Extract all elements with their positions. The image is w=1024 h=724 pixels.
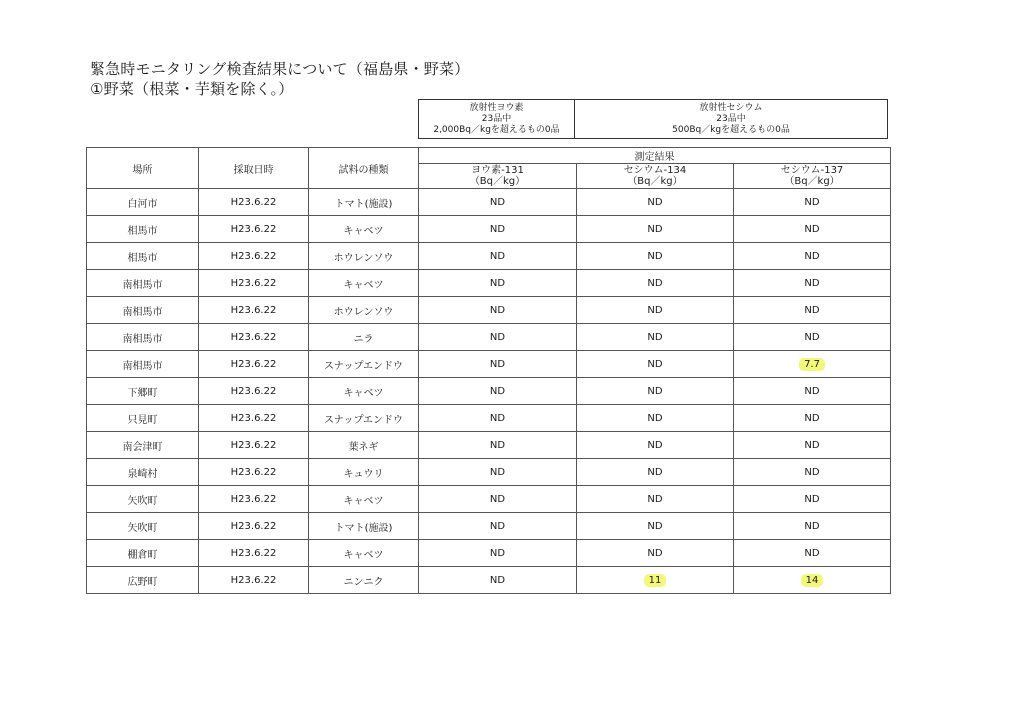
cell-sample: キャベツ bbox=[309, 378, 419, 405]
cell-sample: キュウリ bbox=[309, 459, 419, 486]
cell-place: 白河市 bbox=[87, 189, 199, 216]
cell-i131: ND bbox=[419, 540, 577, 567]
cell-i131: ND bbox=[419, 405, 577, 432]
cell-date: H23.6.22 bbox=[199, 540, 309, 567]
cell-cs137: ND bbox=[734, 459, 891, 486]
header-results: 測定結果 bbox=[419, 148, 891, 164]
cell-cs134: ND bbox=[577, 459, 734, 486]
table-row bbox=[87, 297, 891, 324]
table-row bbox=[87, 405, 891, 432]
cell-cs137: ND bbox=[734, 189, 891, 216]
cell-cs134: ND bbox=[577, 351, 734, 378]
summary-iodine-label: 放射性ヨウ素 bbox=[469, 102, 524, 113]
cell-sample: 葉ネギ bbox=[309, 432, 419, 459]
cell-cs137 bbox=[734, 351, 891, 378]
cell-cs134: ND bbox=[577, 270, 734, 297]
header-i131 bbox=[419, 164, 577, 189]
cell-cs137: ND bbox=[734, 216, 891, 243]
cell-i131: ND bbox=[419, 297, 577, 324]
cell-cs137 bbox=[734, 567, 891, 594]
summary-iodine-result: 2,000Bq／kgを超えるもの0品 bbox=[433, 124, 560, 135]
results-body bbox=[87, 189, 891, 594]
summary-cesium-result: 500Bq／kgを超えるもの0品 bbox=[672, 124, 790, 135]
table-row bbox=[87, 189, 891, 216]
cell-date: H23.6.22 bbox=[199, 513, 309, 540]
cell-i131: ND bbox=[419, 216, 577, 243]
cell-i131: ND bbox=[419, 351, 577, 378]
header-date: 採取日時 bbox=[199, 148, 309, 189]
header-place: 場所 bbox=[87, 148, 199, 189]
page-title: 緊急時モニタリング検査結果について（福島県・野菜） bbox=[90, 60, 470, 78]
cell-i131: ND bbox=[419, 486, 577, 513]
header-cs137-name: セシウム-137 bbox=[780, 165, 844, 176]
cell-place: 相馬市 bbox=[87, 243, 199, 270]
cell-date: H23.6.22 bbox=[199, 432, 309, 459]
cell-date: H23.6.22 bbox=[199, 567, 309, 594]
cell-place: 泉崎村 bbox=[87, 459, 199, 486]
summary-cesium bbox=[575, 100, 887, 138]
header-cs134-name: セシウム-134 bbox=[623, 165, 687, 176]
cell-i131: ND bbox=[419, 270, 577, 297]
header-sample: 試料の種類 bbox=[309, 148, 419, 189]
cell-sample: スナップエンドウ bbox=[309, 351, 419, 378]
cell-sample: キャベツ bbox=[309, 270, 419, 297]
cell-date: H23.6.22 bbox=[199, 459, 309, 486]
highlighted-value: 11 bbox=[644, 574, 667, 587]
cell-cs134: ND bbox=[577, 540, 734, 567]
cell-i131: ND bbox=[419, 459, 577, 486]
header-cs137 bbox=[734, 164, 891, 189]
cell-place: 下郷町 bbox=[87, 378, 199, 405]
cell-cs134 bbox=[577, 567, 734, 594]
table-row bbox=[87, 216, 891, 243]
cell-cs134: ND bbox=[577, 432, 734, 459]
cell-date: H23.6.22 bbox=[199, 297, 309, 324]
table-row bbox=[87, 270, 891, 297]
table-row bbox=[87, 378, 891, 405]
cell-date: H23.6.22 bbox=[199, 324, 309, 351]
cell-place: 只見町 bbox=[87, 405, 199, 432]
summary-iodine bbox=[419, 100, 575, 138]
cell-date: H23.6.22 bbox=[199, 378, 309, 405]
table-row bbox=[87, 324, 891, 351]
cell-date: H23.6.22 bbox=[199, 189, 309, 216]
table-row bbox=[87, 540, 891, 567]
cell-date: H23.6.22 bbox=[199, 270, 309, 297]
cell-date: H23.6.22 bbox=[199, 351, 309, 378]
cell-place: 広野町 bbox=[87, 567, 199, 594]
table-row bbox=[87, 486, 891, 513]
cell-cs137: ND bbox=[734, 270, 891, 297]
cell-cs137: ND bbox=[734, 405, 891, 432]
table-row bbox=[87, 513, 891, 540]
cell-place: 南相馬市 bbox=[87, 351, 199, 378]
cell-i131: ND bbox=[419, 513, 577, 540]
table-row bbox=[87, 351, 891, 378]
cell-cs134: ND bbox=[577, 243, 734, 270]
cell-sample: トマト(施設) bbox=[309, 513, 419, 540]
table-row bbox=[87, 567, 891, 594]
table-row bbox=[87, 459, 891, 486]
cell-sample: ホウレンソウ bbox=[309, 297, 419, 324]
cell-sample: キャベツ bbox=[309, 216, 419, 243]
page-subtitle: ①野菜（根菜・芋類を除く。） bbox=[90, 80, 294, 98]
cell-place: 南相馬市 bbox=[87, 324, 199, 351]
cell-cs137: ND bbox=[734, 513, 891, 540]
cell-cs134: ND bbox=[577, 513, 734, 540]
cell-place: 南相馬市 bbox=[87, 297, 199, 324]
cell-i131: ND bbox=[419, 567, 577, 594]
cell-sample: ホウレンソウ bbox=[309, 243, 419, 270]
cell-cs134: ND bbox=[577, 378, 734, 405]
summary-cesium-count: 23品中 bbox=[716, 113, 746, 124]
cell-sample: キャベツ bbox=[309, 486, 419, 513]
highlighted-value: 7.7 bbox=[799, 358, 825, 371]
results-table bbox=[86, 147, 891, 594]
cell-i131: ND bbox=[419, 378, 577, 405]
cell-sample: ニンニク bbox=[309, 567, 419, 594]
header-i131-name: ヨウ素-131 bbox=[471, 165, 524, 176]
cell-date: H23.6.22 bbox=[199, 486, 309, 513]
header-cs137-unit: （Bq／kg） bbox=[784, 176, 840, 187]
cell-place: 南会津町 bbox=[87, 432, 199, 459]
header-cs134-unit: （Bq／kg） bbox=[627, 176, 683, 187]
cell-cs134: ND bbox=[577, 324, 734, 351]
cell-sample: トマト(施設) bbox=[309, 189, 419, 216]
cell-i131: ND bbox=[419, 243, 577, 270]
cell-cs137: ND bbox=[734, 486, 891, 513]
cell-cs137: ND bbox=[734, 540, 891, 567]
summary-iodine-count: 23品中 bbox=[481, 113, 512, 124]
cell-cs137: ND bbox=[734, 324, 891, 351]
cell-date: H23.6.22 bbox=[199, 243, 309, 270]
cell-sample: スナップエンドウ bbox=[309, 405, 419, 432]
table-row bbox=[87, 432, 891, 459]
cell-cs137: ND bbox=[734, 432, 891, 459]
cell-cs134: ND bbox=[577, 216, 734, 243]
highlighted-value: 14 bbox=[801, 574, 824, 587]
cell-cs137: ND bbox=[734, 297, 891, 324]
cell-cs134: ND bbox=[577, 405, 734, 432]
cell-date: H23.6.22 bbox=[199, 405, 309, 432]
summary-box bbox=[418, 99, 888, 139]
cell-cs134: ND bbox=[577, 486, 734, 513]
header-i131-unit: （Bq／kg） bbox=[469, 176, 526, 187]
cell-place: 矢吹町 bbox=[87, 513, 199, 540]
cell-cs137: ND bbox=[734, 378, 891, 405]
cell-i131: ND bbox=[419, 189, 577, 216]
summary-cesium-label: 放射性セシウム bbox=[699, 102, 763, 113]
cell-i131: ND bbox=[419, 432, 577, 459]
cell-cs134: ND bbox=[577, 297, 734, 324]
header-cs134 bbox=[577, 164, 734, 189]
table-row bbox=[87, 243, 891, 270]
cell-cs137: ND bbox=[734, 243, 891, 270]
cell-date: H23.6.22 bbox=[199, 216, 309, 243]
cell-place: 棚倉町 bbox=[87, 540, 199, 567]
cell-sample: ニラ bbox=[309, 324, 419, 351]
cell-sample: キャベツ bbox=[309, 540, 419, 567]
cell-place: 矢吹町 bbox=[87, 486, 199, 513]
cell-place: 南相馬市 bbox=[87, 270, 199, 297]
cell-i131: ND bbox=[419, 324, 577, 351]
cell-cs134: ND bbox=[577, 189, 734, 216]
cell-place: 相馬市 bbox=[87, 216, 199, 243]
